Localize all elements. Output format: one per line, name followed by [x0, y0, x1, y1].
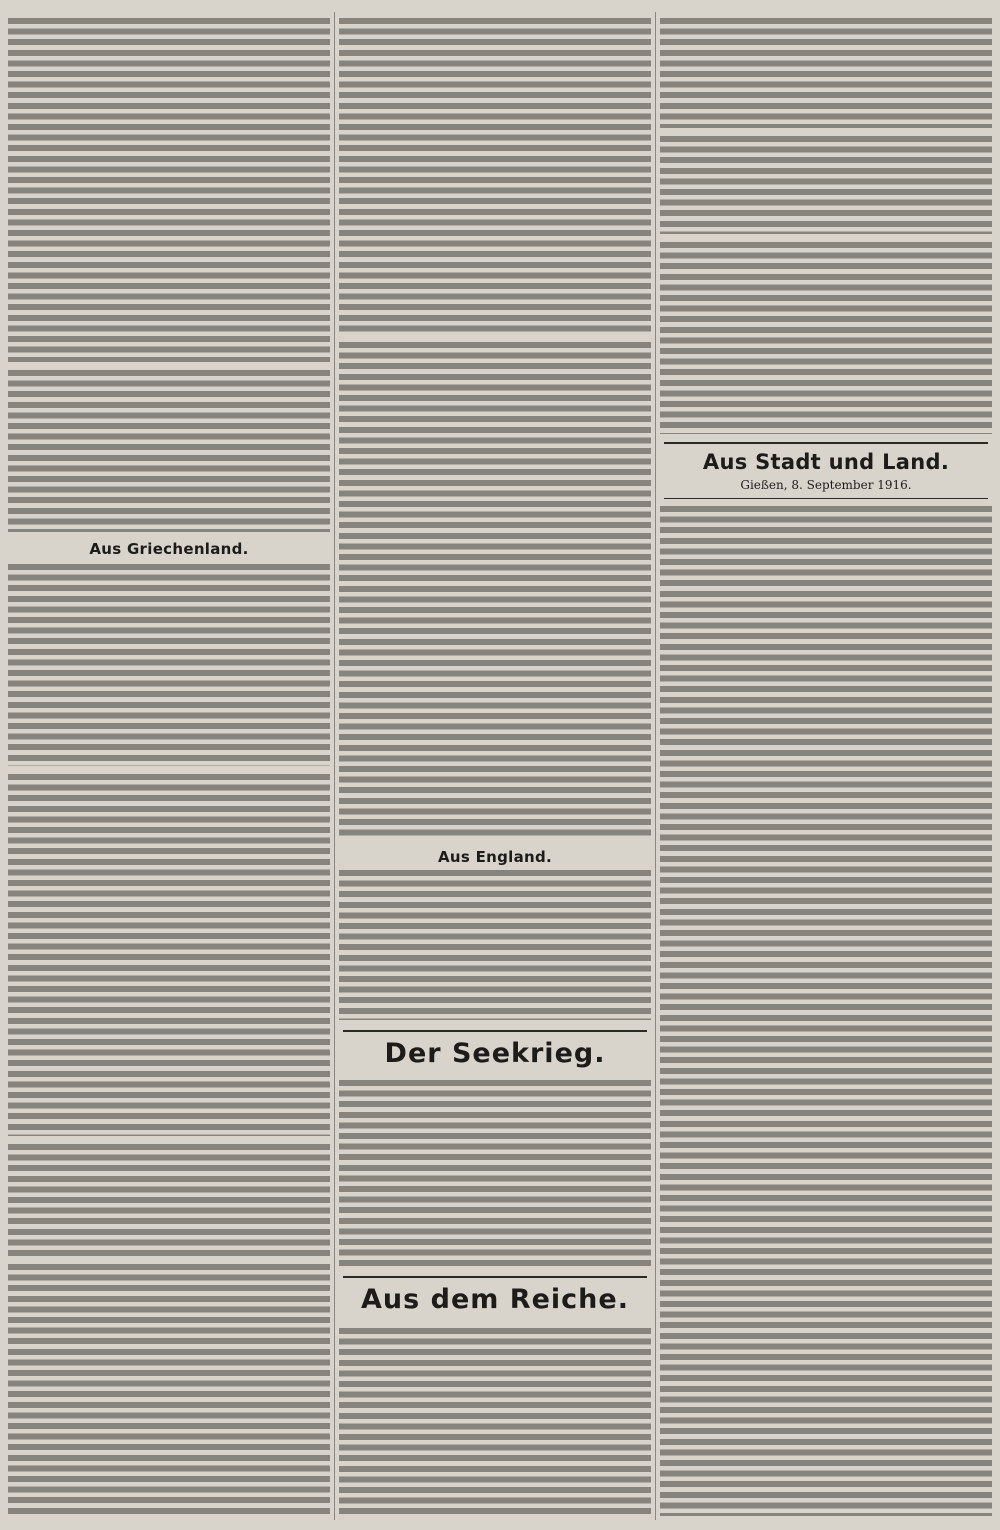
section-rule — [343, 1276, 647, 1278]
article-text — [8, 370, 330, 532]
article-text — [660, 506, 992, 1516]
section-heading-griechenland: Aus Griechenland. — [89, 540, 249, 558]
article-text — [8, 1264, 330, 1516]
article-text — [8, 564, 330, 766]
column-2 — [339, 18, 651, 1516]
column-3 — [660, 18, 992, 1516]
column-1 — [8, 18, 330, 1516]
section-heading-stadt-und-land: Aus Stadt und Land. — [702, 450, 950, 474]
article-text — [8, 1144, 330, 1256]
section-heading-seekrieg: Der Seekrieg. — [384, 1038, 606, 1069]
article-text — [8, 774, 330, 1136]
article-text — [8, 18, 330, 362]
column-divider — [334, 12, 335, 1520]
article-text — [339, 18, 651, 334]
article-text — [660, 242, 992, 434]
article-text — [339, 1080, 651, 1268]
dateline: Gießen, 8. September 1916. — [740, 478, 912, 492]
section-heading-reiche: Aus dem Reiche. — [361, 1284, 629, 1315]
column-divider — [655, 12, 656, 1520]
section-rule — [664, 442, 988, 444]
article-text — [660, 136, 992, 234]
section-heading-england: Aus England. — [437, 848, 553, 866]
article-text — [339, 870, 651, 1020]
section-rule — [343, 1030, 647, 1032]
article-text — [660, 18, 992, 128]
article-text — [339, 1328, 651, 1516]
section-rule — [664, 498, 988, 499]
article-text — [339, 342, 651, 838]
